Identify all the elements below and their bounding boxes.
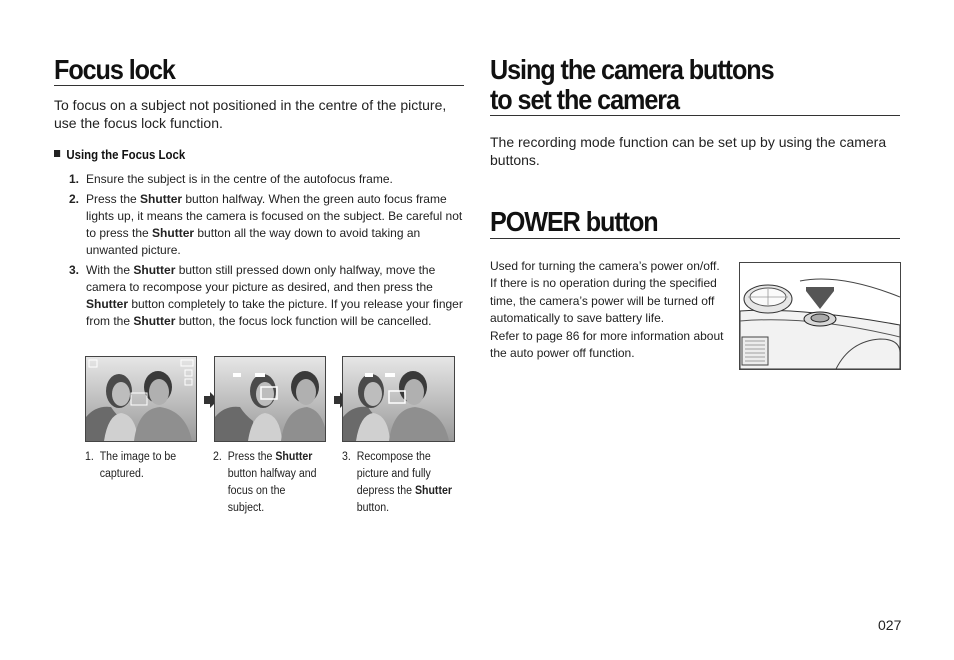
power-button-rule	[490, 238, 900, 239]
focus-lock-steps	[54, 171, 464, 333]
shutter-term: Shutter	[275, 451, 313, 463]
square-bullet-icon	[54, 150, 60, 157]
photo-caption-2	[213, 449, 322, 517]
shutter-term: Shutter	[86, 297, 128, 311]
caption-number: 3.	[342, 451, 351, 463]
step-text: With the Shutter button still pressed down only halfway, move the camera to recompose your picture as desired, and then press the Shutter button completely to take the picture. If you release your finger from the Shutter button, the focus lock function will be cancelled.	[86, 263, 463, 328]
camera-power-button-illustration	[739, 262, 901, 370]
camera-buttons-intro: The recording mode function can be set up by using the camera buttons.	[490, 134, 887, 168]
camera-buttons-title-line2: to set the camera	[490, 84, 679, 115]
caption-number: 1.	[85, 451, 94, 463]
step-text: Ensure the subject is in the centre of the autofocus frame.	[86, 172, 393, 186]
subheading	[54, 147, 185, 162]
focus-lock-title: Focus lock	[54, 54, 175, 85]
caption-text: Recompose the picture and fully depress the Shutter button.	[356, 451, 452, 514]
power-button-text: Used for turning the camera’s power on/off. If there is no operation during the specified time, the camera’s power will be turned off automatically to save battery life. Refer to page 86 for more information about the auto power off function.	[490, 259, 724, 361]
focus-lock-rule	[54, 85, 464, 86]
power-button-title: POWER button	[490, 206, 658, 237]
page-number: 027	[878, 617, 902, 633]
photo-2	[214, 356, 326, 442]
step-text: Press the Shutter button halfway. When the green auto focus frame lights up, it means the camera is focused on the subject. Be careful not to press the Shutter button all the way down to avoid taking an unwanted picture.	[86, 192, 463, 257]
photo-1	[85, 356, 197, 442]
photo-3	[342, 356, 455, 442]
step-number: 1.	[69, 172, 80, 186]
step-item-1	[54, 171, 464, 188]
shutter-term: Shutter	[414, 485, 452, 497]
caption-text: The image to be captured.	[99, 451, 177, 480]
caption-number: 2.	[213, 451, 222, 463]
photo-caption-3	[342, 449, 452, 517]
photo-caption-1	[85, 449, 188, 483]
shutter-term: Shutter	[133, 314, 176, 328]
step-item-2	[54, 191, 464, 259]
shutter-term: Shutter	[152, 226, 195, 240]
caption-text: Press the Shutter button halfway and focus on the subject.	[227, 451, 317, 514]
subheading-text: Using the Focus Lock	[66, 147, 186, 162]
shutter-term: Shutter	[133, 263, 176, 277]
step-item-3	[54, 262, 464, 330]
focus-lock-intro: To focus on a subject not positioned in the centre of the picture, use the focus lock function.	[54, 97, 447, 131]
step-number: 3.	[69, 263, 80, 277]
camera-buttons-title-line1: Using the camera buttons	[490, 54, 774, 85]
shutter-term: Shutter	[140, 192, 183, 206]
step-number: 2.	[69, 192, 80, 206]
camera-buttons-rule	[490, 115, 900, 116]
